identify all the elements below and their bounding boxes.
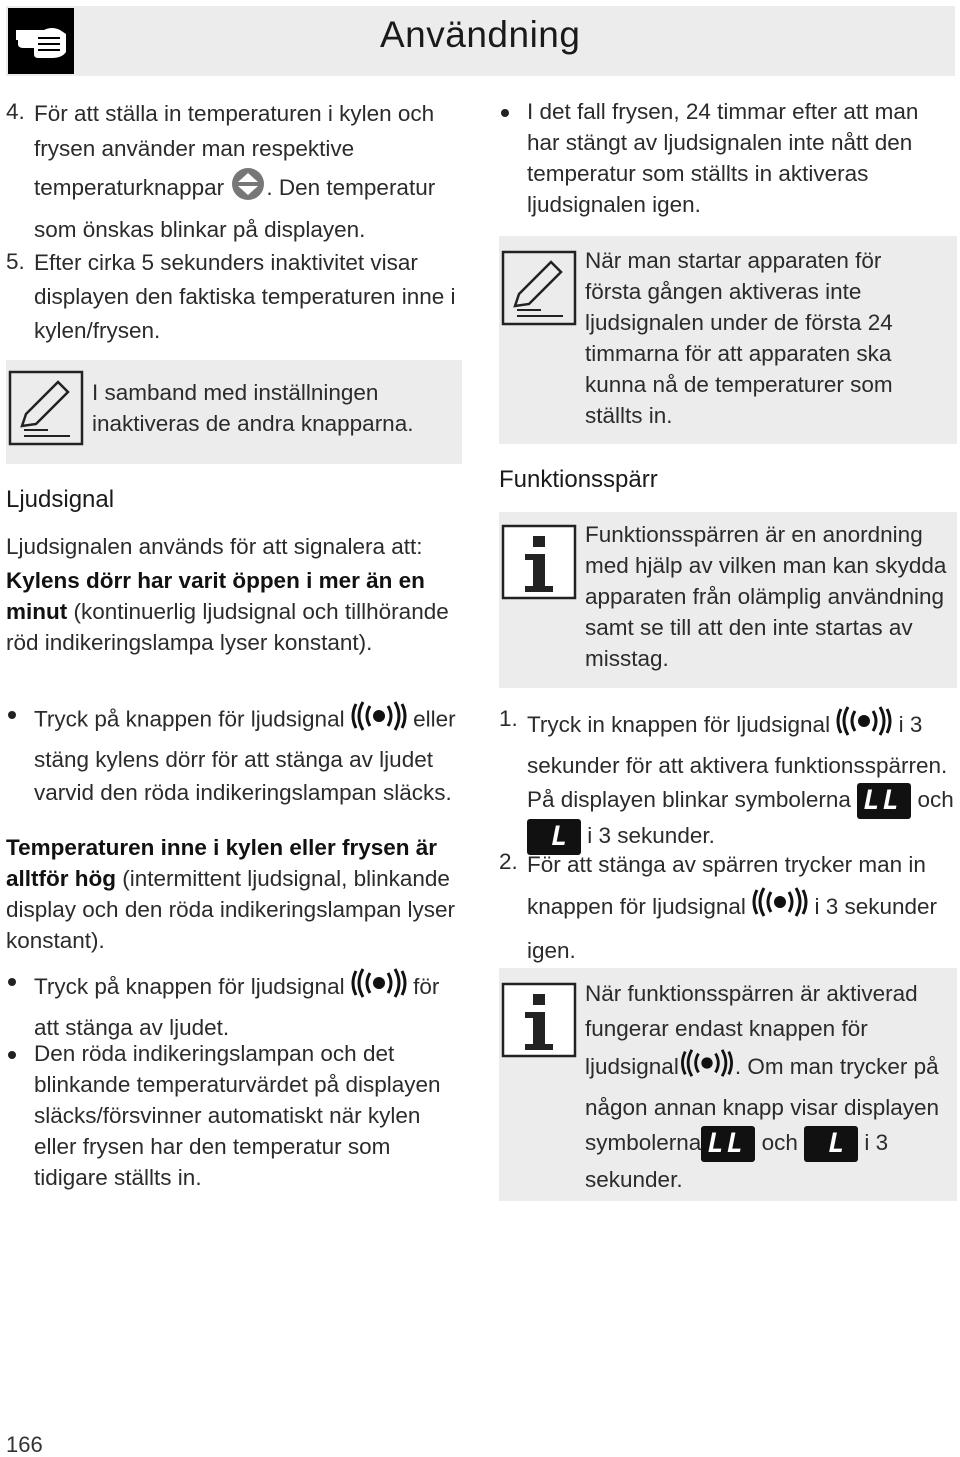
info-box <box>499 512 957 688</box>
bullet-text: I det fall frysen, 24 timmar efter att man har stängt av ljudsignalen inte nått den temperatur som ställts in aktiveras ljudsignalen igen. <box>527 99 919 217</box>
door-rest: (kontinuerlig ljudsignal och tillhörande röd indikeringslampa lyser konstant). <box>6 599 449 655</box>
step-1-text: symbolerna <box>734 787 851 812</box>
door-bold: Kylens dörr har varit öppen i mer än en minut <box>6 568 425 624</box>
page-title: Användning <box>380 14 581 55</box>
sound-signal-icon <box>836 703 892 749</box>
sound-signal-icon <box>351 965 407 1011</box>
info-text: Funktionsspärren är en anordning med hjälp av vilken man kan skydda apparaten från olämplig användning samt se till att den inte startas av misstag. <box>585 522 947 671</box>
step-number: 5. <box>6 249 25 274</box>
sound-signal-icon <box>752 884 808 932</box>
step-2-text: igen. <box>527 938 576 963</box>
display-l-symbol <box>804 1126 858 1162</box>
door-paragraph <box>6 565 462 658</box>
bullet-dot <box>8 1051 16 1059</box>
bullet-dot <box>8 978 16 986</box>
pencil-note-icon <box>8 370 84 454</box>
step-number: 1. <box>499 706 518 731</box>
sound-signal-icon <box>351 698 407 743</box>
display-ll-symbol <box>701 1126 755 1162</box>
sound-signal-icon <box>679 1046 735 1090</box>
bullet-text: Den röda indikeringslampan och det blinkande temperaturvärdet på displayen släcks/försvinner automatiskt när kylen eller frysen har den temperatur som tidigare ställts in. <box>34 1041 441 1190</box>
info-text: på någon annan knapp visar <box>585 1053 939 1120</box>
temp-bold: Temperaturen inne i kylen eller frysen är alltför hög <box>6 835 438 891</box>
step-4-text: För att ställa in temperaturen i kylen och frysen använder man respektive temperaturknappar <box>34 101 435 200</box>
step-1-text: i 3 sekunder. <box>587 823 715 849</box>
display-ll-symbol <box>857 783 911 819</box>
step-2-text: i 3 sekunder <box>814 893 938 919</box>
bullet-text-end: eller stäng kylens dörr för att stänga av ljudet varvid den röda indikeringslampan släcks. <box>34 706 456 805</box>
note-text: I samband med inställningen inaktiveras de andra knapparna. <box>92 380 414 436</box>
temp-rest: (intermittent ljudsignal, blinkande display och den röda indikeringslampan lyser konstant). <box>6 866 456 953</box>
info-text: fungerar endast knappen för <box>585 1016 868 1041</box>
info-icon <box>501 524 577 608</box>
temp-paragraph <box>6 832 462 956</box>
temperature-up-down-icon <box>230 166 266 212</box>
note-box <box>6 360 462 464</box>
bullet-dot <box>8 711 16 719</box>
step-2-text: knappen för ljudsignal <box>527 893 746 919</box>
info-box <box>499 968 957 1201</box>
step-5-text: Efter cirka 5 sekunders inaktivitet visar displayen den faktiska temperaturen inne i kylen/frysen. <box>34 250 456 343</box>
step-number: 4. <box>6 99 25 124</box>
display-l-text: L <box>828 1128 845 1160</box>
note-box <box>499 236 957 444</box>
step-1-text: Tryck in knappen för ljudsignal <box>527 711 831 737</box>
step-1-text: och <box>917 787 954 812</box>
info-text: ljudsignal <box>585 1053 679 1079</box>
step-2-text: För att stänga av spärren trycker man in <box>527 852 926 877</box>
pencil-note-icon <box>501 250 577 334</box>
bullet-text-mid: för <box>413 973 440 999</box>
section-heading-ljudsignal: Ljudsignal <box>6 486 115 513</box>
bullet-text-end: att stänga av ljudet. <box>34 1015 230 1040</box>
step-4-text-end: . Den temperatur som önskas blinkar på displayen. <box>34 174 436 242</box>
info-text: och <box>761 1130 798 1155</box>
info-text: displayen symbolerna <box>585 1095 940 1155</box>
info-text: i 3 sekunder. <box>585 1130 889 1193</box>
note-text: När man startar apparaten för första gången aktiveras inte ljudsignalen under de första 24 timmarna för att apparaten ska kunna nå de temperaturer som ställts in. <box>585 248 893 428</box>
display-l-text: L <box>551 821 568 853</box>
pointing-hand-icon <box>8 8 74 74</box>
step-1-text: i 3 <box>898 711 923 737</box>
bullet-dot <box>501 109 509 117</box>
bullet-text: Tryck på knappen för ljudsignal <box>34 706 345 732</box>
display-ll-text: LL <box>707 1128 746 1160</box>
section-heading-funktionssparr: Funktionsspärr <box>499 466 658 493</box>
step-number: 2. <box>499 849 518 874</box>
display-ll-text: LL <box>863 785 902 817</box>
step-1-text: funktionsspärren. På displayen blinkar <box>527 753 948 812</box>
step-1-text: sekunder för att aktivera <box>527 753 769 778</box>
info-icon <box>501 982 577 1066</box>
info-text: . Om man trycker <box>734 1053 908 1079</box>
info-text <box>585 976 950 1197</box>
page-number: 166 <box>6 1432 43 1457</box>
bullet-text: Tryck på knappen för ljudsignal <box>34 973 345 999</box>
ljud-intro: Ljudsignalen används för att signalera att: <box>6 534 423 559</box>
info-text: När funktionsspärren är aktiverad <box>585 981 918 1006</box>
